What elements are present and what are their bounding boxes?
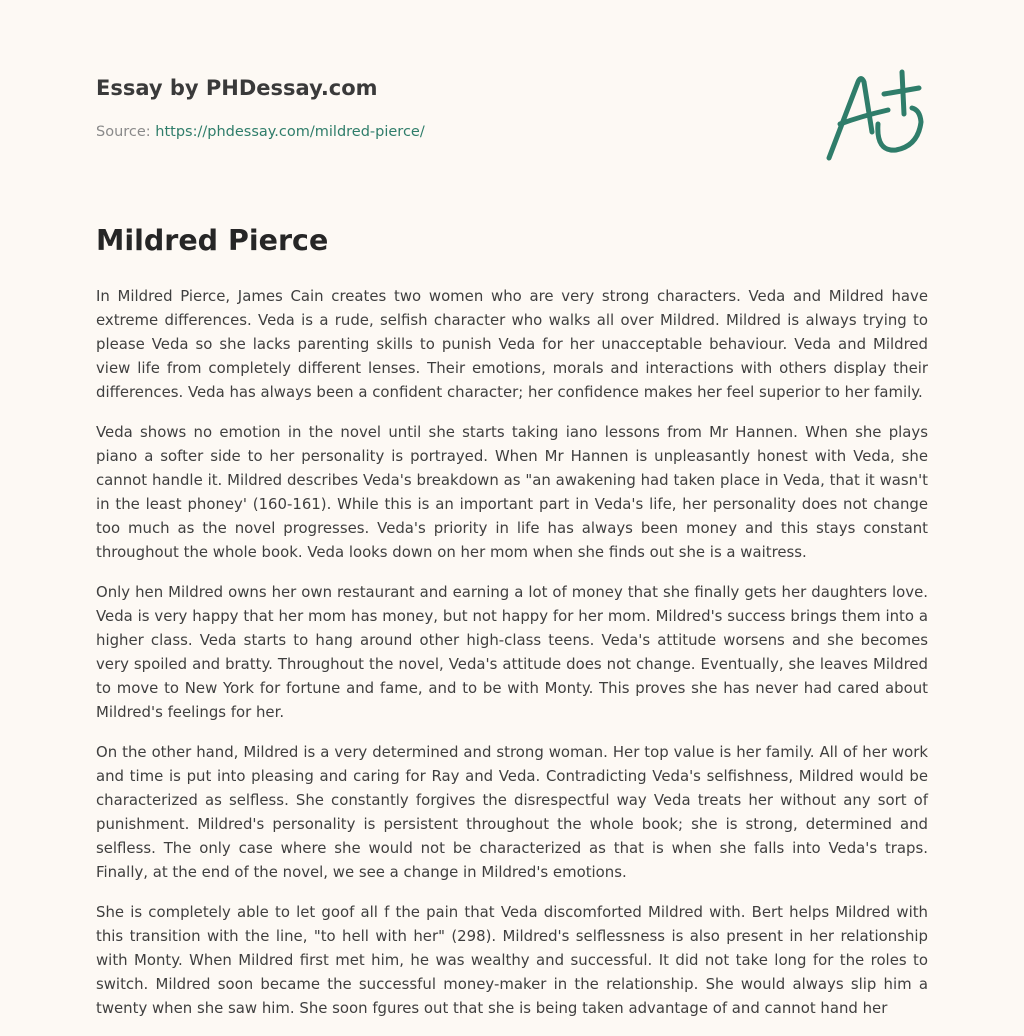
essay-paragraph: Veda shows no emotion in the novel until she starts taking iano lessons from Mr Hannen. When she plays piano a softer side to her personality is portrayed. When Mr Hannen is unpleasantly honest with Veda, she cannot handle it. Mildred describes Veda's breakdown as "an awakening had taken place in Veda, that it wasn't in the least phoney' (160-161). While this is an important part in Veda's life, her personality does not change too much as the novel progresses. Veda's priority in life has always been money and this stays constant throughout the whole book. Veda looks down on her mom when she finds out she is a waitress.: [96, 423, 928, 561]
source-label: Source:: [96, 124, 151, 140]
essay-title: Mildred Pierce: [96, 224, 329, 257]
source-line: [96, 124, 425, 140]
essay-paragraph: On the other hand, Mildred is a very determined and strong woman. Her top value is her family. All of her work and time is put into pleasing and caring for Ray and Veda. Contradicting Veda's selfishness, Mildred would be characterized as selfless. She constantly forgives the disrespectful way Veda treats her without any sort of punishment. Mildred's personality is persistent throughout the whole book; she is strong, determined and selfless. The only case where she would not be characterized as that is when she falls into Veda's traps. Finally, at the end of the novel, we see a change in Mildred's emotions.: [96, 743, 928, 881]
essay-body: [96, 284, 928, 1036]
source-link[interactable]: https://phdessay.com/mildred-pierce/: [155, 124, 425, 140]
essay-paragraph: She is completely able to let goof all f the pain that Veda discomforted Mildred with. Bert helps Mildred with this transition with the line, "to hell with her" (298). Mildred's selflessness is also present in her relationship with Monty. When Mildred first met him, he was wealthy and successful. It did not take long for the roles to switch. Mildred soon became the successful money-maker in the relationship. She would always slip him a twenty when she saw him. She soon fgures out that she is being taken advantage of and cannot hand her: [96, 903, 928, 1017]
a-plus-logo-icon: [820, 66, 930, 166]
essay-paragraph: Only hen Mildred owns her own restaurant and earning a lot of money that she finally gets her daughters love. Veda is very happy that her mom has money, but not happy for her mom. Mildred's success brings them into a higher class. Veda starts to hang around other high-class teens. Veda's attitude worsens and she becomes very spoiled and bratty. Throughout the novel, Veda's attitude does not change. Eventually, she leaves Mildred to move to New York for fortune and fame, and to be with Monty. This proves she has never had cared about Mildred's feelings for her.: [96, 583, 928, 721]
essay-paragraph: In Mildred Pierce, James Cain creates two women who are very strong characters. Veda and Mildred have extreme differences. Veda is a rude, selfish character who walks all over Mildred. Mildred is always trying to please Veda so she lacks parenting skills to punish Veda for her unacceptable behaviour. Veda and Mildred view life from completely different lenses. Their emotions, morals and interactions with others display their differences. Veda has always been a confident character; her confidence makes her feel superior to her family.: [96, 287, 928, 401]
site-title: Essay by PHDessay.com: [96, 76, 378, 100]
